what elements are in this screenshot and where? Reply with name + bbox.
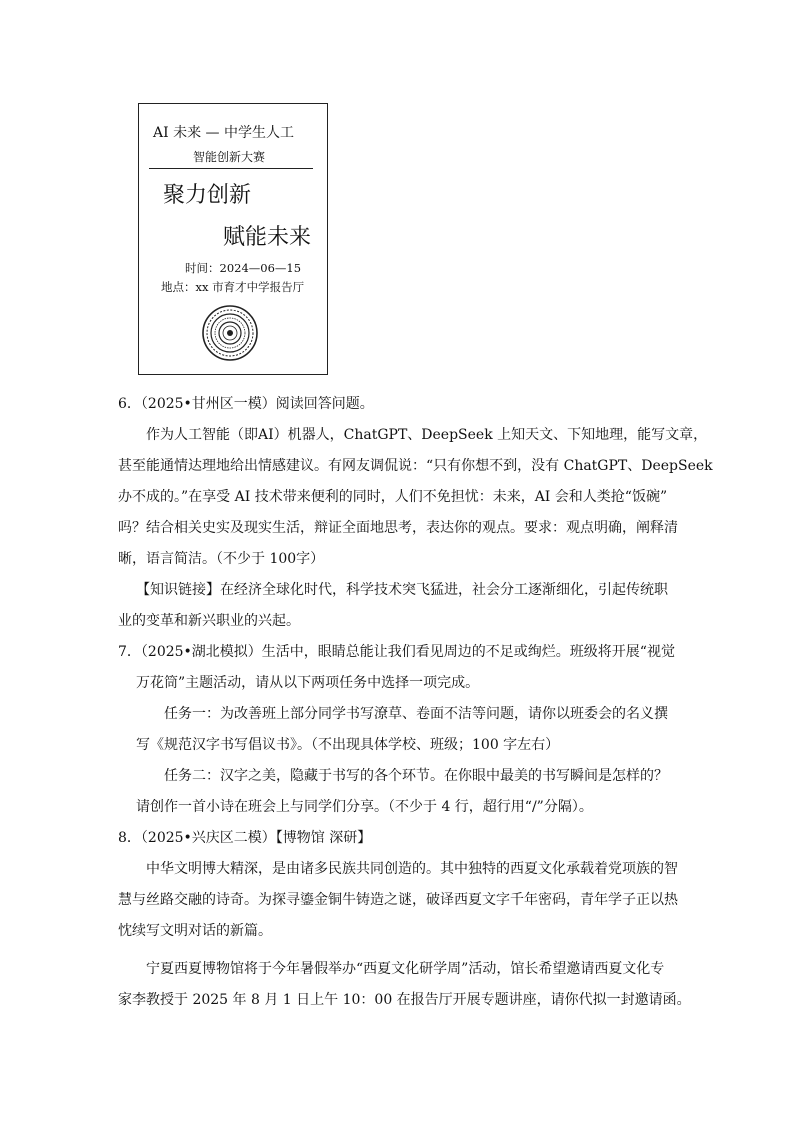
q7-task2: 任务二：汉字之美，隐藏于书写的各个环节。在你眼中最美的书写瞬间是怎样的？ — [164, 768, 668, 784]
poster-slogan-2: 赋能未来 — [223, 225, 312, 250]
q8-paragraph-line: 中华文明博大精深，是由诸多民族共同创造的。其中独特的西夏文化承载着党项族的智 — [146, 861, 678, 877]
q6-paragraph-line: 甚至能通情达理地给出情感建议。有网友调侃说：“只有你想不到，没有 ChatGPT、DeepSeek — [118, 458, 713, 474]
q7-heading-cont: 万花筒”主题活动，请从以下两项任务中选择一项完成。 — [136, 675, 480, 691]
seal-emblem-icon — [201, 304, 259, 362]
q6-paragraph-line: 作为人工智能（即AI）机器人，ChatGPT、DeepSeek 上知天文、下知地理，能写文章， — [146, 427, 708, 443]
poster-title-line2: 智能创新大赛 — [193, 150, 266, 164]
q6-knowledge-link: 【知识链接】在经济全球化时代，科学技术突飞猛进，社会分工逐渐细化，引起传统职 — [136, 582, 668, 598]
q7-task2-cont: 请创作一首小诗在班会上与同学们分享。（不少于 4 行，超行用“/”分隔）。 — [136, 799, 593, 815]
q7-task1-cont: 写《规范汉字书写倡议书》。（不出现具体学校、班级；100 字左右） — [136, 737, 560, 753]
q6-knowledge-link-cont: 业的变革和新兴职业的兴起。 — [118, 613, 300, 629]
q6-paragraph-line: 办不成的。”在享受 AI 技术带来便利的同时，人们不免担忧：未来，AI 会和人类抢“饭碗” — [118, 489, 668, 505]
q8-paragraph-line: 忱续写文明对话的新篇。 — [118, 923, 272, 939]
q8-heading: 8．（2025•兴庆区二模）【博物馆 深研】 — [118, 830, 372, 846]
poster-title-line1: AI 未来 — 中学生人工 — [153, 125, 294, 141]
q7-heading: 7．（2025•湖北模拟）生活中，眼睛总能让我们看见周边的不足或绚烂。班级将开展“视觉 — [118, 644, 675, 660]
q8-paragraph-line: 宁夏西夏博物馆将于今年暑假举办“西夏文化研学周”活动，馆长希望邀请西夏文化专 — [146, 961, 665, 977]
event-poster-image — [138, 103, 328, 375]
poster-slogan-1: 聚力创新 — [163, 183, 252, 208]
q8-paragraph-line: 家李教授于 2025 年 8 月 1 日上午 10：00 在报告厅开展专题讲座，请你代拟一封邀请函。 — [118, 992, 691, 1008]
poster-place: 地点：xx 市育才中学报告厅 — [161, 280, 305, 294]
q7-task1: 任务一：为改善班上部分同学书写潦草、卷面不洁等问题，请你以班委会的名义撰 — [164, 706, 668, 722]
q8-paragraph-line: 慧与丝路交融的诗奇。为探寻鎏金铜牛铸造之谜，破译西夏文字千年密码，青年学子正以热 — [118, 892, 678, 908]
q6-heading: 6．（2025•甘州区一模）阅读回答问题。 — [118, 396, 374, 412]
poster-time: 时间：2024—06—15 — [185, 261, 302, 275]
q6-paragraph-line: 晰，语言简洁。（不少于 100字） — [118, 551, 325, 567]
poster-divider — [149, 168, 313, 169]
q6-paragraph-line: 吗？结合相关史实及现实生活，辩证全面地思考，表达你的观点。要求：观点明确，阐释清 — [118, 520, 678, 536]
